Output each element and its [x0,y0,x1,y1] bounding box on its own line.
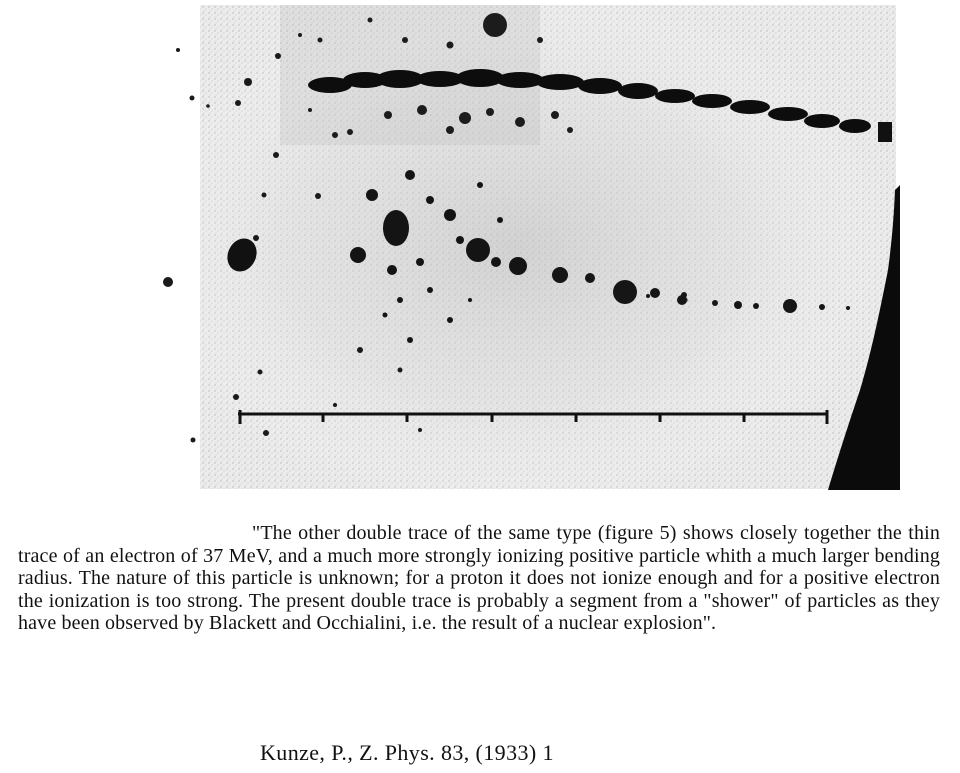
quotation-text: "The other double trace of the same type (figure 5) shows closely together the thin trace of an electron of 37 MeV, and a much more strongly ionizing positive particle whith a much larger bending radius. The nature of this particle is unknown; for a proton it does not ionize enough and for a positive electron the ionization is too strong. The present double trace is probably a segment from a "shower" of particles as they have been observed by Blackett and Occhialini, i.e. the result of a nuclear explosion". [18,522,940,635]
citation: Kunze, P., Z. Phys. 83, (1933) 1 [260,740,554,765]
quotation-paragraph [18,522,940,635]
cloud-chamber-photo [160,0,900,492]
